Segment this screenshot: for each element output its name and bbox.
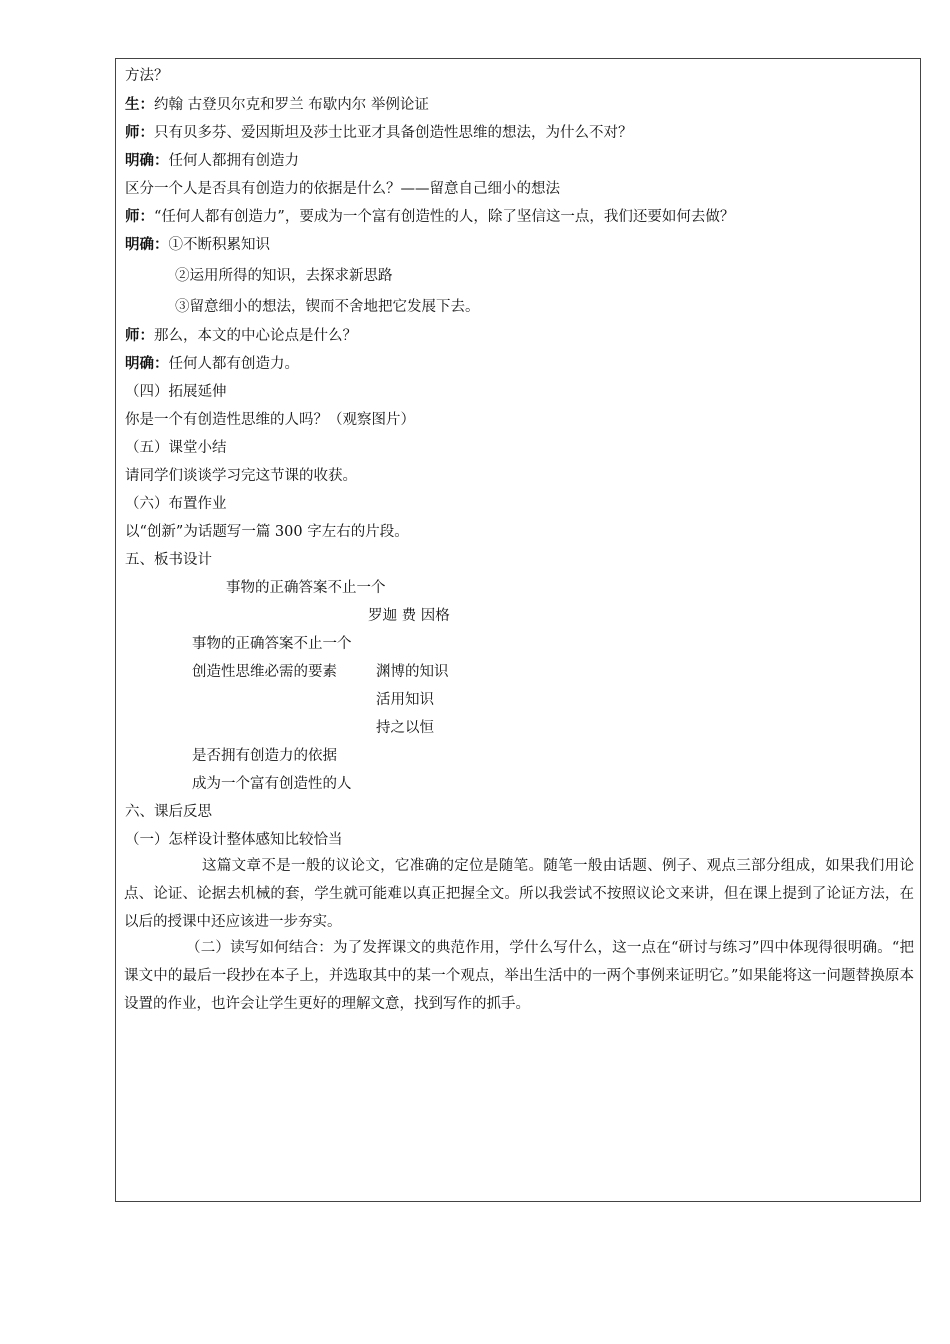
reflection-paragraph-1: 这篇文章不是一般的议论文，它准确的定位是随笔。随笔一般由话题、例子、观点三部分组成，如果我们用论点、论证、论据去机械的套，学生就可能难以真正把握全文。所以我尝试不按照议论文来讲，但在课上提到了论证方法，在以后的授课中还应该进一步夯实。 bbox=[124, 858, 914, 930]
teacher-line: 师：只有贝多芬、爱因斯坦及莎士比亚才具备创造性思维的想法，为什么不对？ bbox=[125, 124, 633, 141]
text-line: 区分一个人是否具有创造力的依据是什么？——留意自己细小的想法 bbox=[125, 181, 560, 197]
text-line: 请同学们谈谈学习完这节课的收获。 bbox=[125, 468, 357, 484]
board-item: 事物的正确答案不止一个 bbox=[192, 636, 352, 652]
answer-line: 明确：任何人都拥有创造力 bbox=[125, 152, 299, 169]
section-heading: 五、板书设计 bbox=[125, 552, 212, 568]
section-heading: （六）布置作业 bbox=[125, 496, 227, 512]
board-title: 事物的正确答案不止一个 bbox=[226, 580, 386, 596]
section-heading: （五）课堂小结 bbox=[125, 440, 227, 456]
text-line: 以“创新”为话题写一篇 300 字左右的片段。 bbox=[125, 524, 409, 540]
student-line: 生：约翰 古登贝尔克和罗兰 布歇内尔 举例论证 bbox=[125, 96, 429, 113]
answer-line: 明确：①不断积累知识 bbox=[125, 236, 270, 253]
board-item: 创造性思维必需的要素 bbox=[192, 664, 337, 680]
board-item: 成为一个富有创造性的人 bbox=[192, 776, 352, 792]
board-subitem: 持之以恒 bbox=[376, 720, 434, 736]
board-author: 罗迦 费 因格 bbox=[368, 608, 450, 624]
section-heading: （四）拓展延伸 bbox=[125, 384, 227, 400]
board-item: 是否拥有创造力的依据 bbox=[192, 748, 337, 764]
answer-item: ③留意细小的想法，锲而不舍地把它发展下去。 bbox=[175, 299, 480, 315]
teacher-line: 师：“任何人都有创造力”，要成为一个富有创造性的人，除了坚信这一点，我们还要如何去做？ bbox=[125, 208, 735, 225]
text-line: 你是一个有创造性思维的人吗？（观察图片） bbox=[125, 412, 415, 428]
teacher-line: 师：那么，本文的中心论点是什么？ bbox=[125, 327, 357, 344]
reflection-subheading: （一）怎样设计整体感知比较恰当 bbox=[125, 832, 343, 848]
answer-item: ②运用所得的知识，去探求新思路 bbox=[175, 268, 393, 284]
lesson-plan-table-frame bbox=[115, 58, 921, 1202]
reflection-heading: 六、课后反思 bbox=[125, 804, 212, 820]
board-subitem: 活用知识 bbox=[376, 692, 434, 708]
text-line: 方法？ bbox=[125, 68, 169, 84]
reflection-paragraph-2: （二）读写如何结合：为了发挥课文的典范作用，学什么写什么，这一点在“研讨与练习”四中体现得很明确。“把课文中的最后一段抄在本子上，并选取其中的某一个观点，举出生活中的一两个事例来证明它。”如果能将这一问题替换原本设置的作业，也许会让学生更好的理解文意，找到写作的抓手。 bbox=[124, 940, 914, 1012]
answer-line: 明确：任何人都有创造力。 bbox=[125, 355, 299, 372]
board-subitem: 渊博的知识 bbox=[376, 664, 449, 680]
